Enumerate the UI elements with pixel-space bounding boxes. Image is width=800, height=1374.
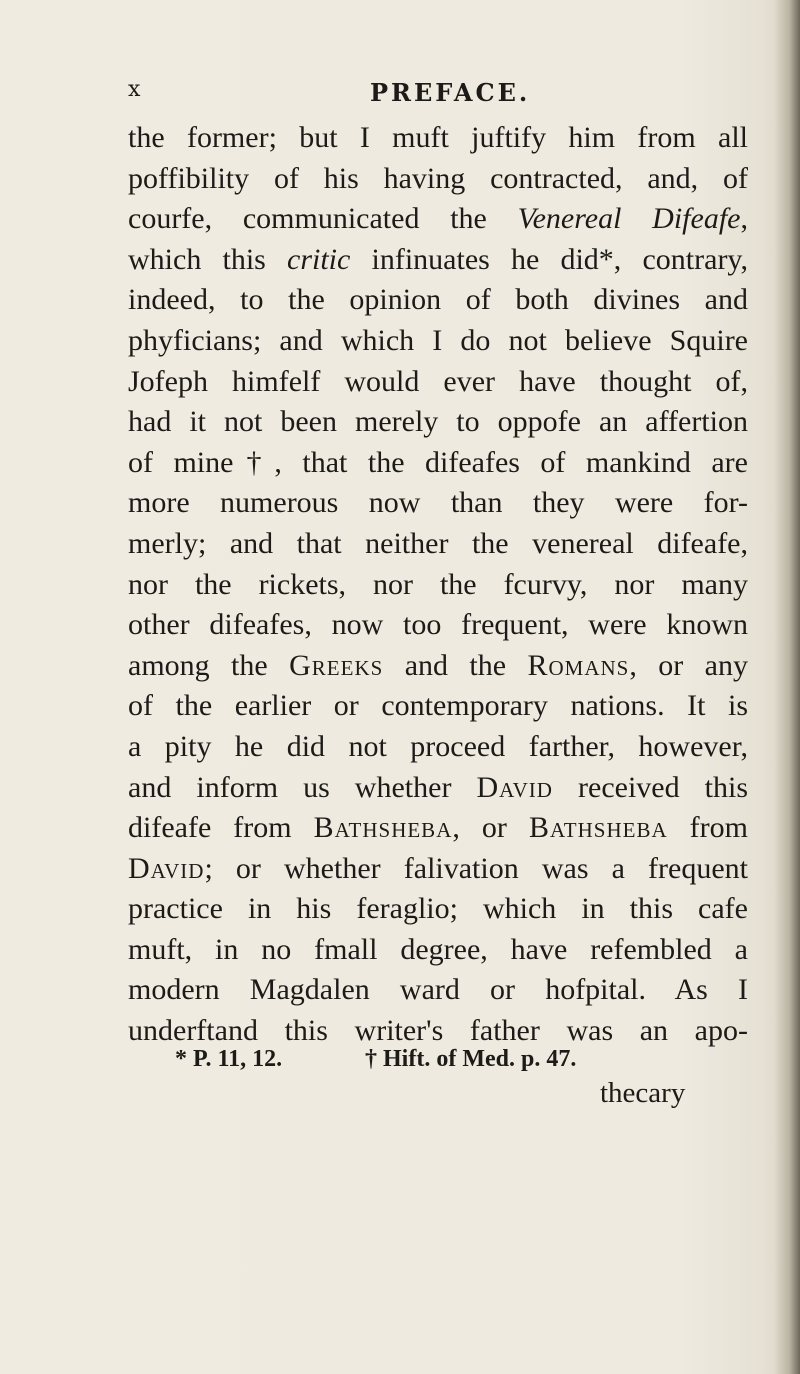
catchword: thecary [600, 1077, 686, 1109]
footnote-dagger: † Hift. of Med. p. 47. [365, 1046, 577, 1072]
italic-run: Venereal Difeafe [517, 202, 741, 236]
text-line [128, 443, 748, 484]
text-line [128, 362, 748, 403]
text-run: more numerous now than they were for- [128, 486, 748, 520]
text-run: from [667, 811, 748, 845]
text-run: ; or whether falivation was a frequent [204, 851, 748, 885]
text-line [128, 483, 748, 524]
text-run: underftand this writer's father was an apo- [128, 1014, 748, 1048]
text-run: and the [383, 648, 528, 682]
text-run: practice in his feraglio; which in this cafe [128, 892, 748, 926]
text-run: of the earlier or contemporary nations. It is [128, 689, 748, 723]
text-run: a pity he did not proceed farther, however, [128, 729, 748, 763]
text-line [128, 727, 748, 768]
text-line [128, 768, 748, 809]
text-line [128, 280, 748, 321]
page-number: x [128, 77, 142, 102]
text-run: of mine†, that the difeafes of mankind are [128, 445, 748, 479]
text-run: phyficians; and which I do not believe Squire [128, 323, 748, 357]
text-run: which this [128, 242, 288, 276]
text-run: muft, in no fmall degree, have refembled a [128, 932, 748, 966]
text-run: infinuates he did*, contrary, [350, 242, 748, 276]
text-run: had it not been merely to oppofe an affertion [128, 405, 748, 439]
text-run: among the [128, 648, 290, 682]
text-line [128, 321, 748, 362]
text-line [128, 565, 748, 606]
small-caps-run: Greeks [289, 648, 384, 682]
text-line [128, 889, 748, 930]
page-edge-shadow [774, 0, 800, 1374]
text-run: received this [552, 770, 748, 804]
text-line [128, 605, 748, 646]
text-run: , [740, 202, 748, 236]
text-line [128, 159, 748, 200]
text-line [128, 240, 748, 281]
small-caps-run: Bathsheba [313, 811, 453, 845]
text-run: other difeafes, now too frequent, were known [128, 608, 748, 642]
small-caps-run: David [128, 851, 205, 885]
text-line [128, 686, 748, 727]
text-run: , or any [629, 648, 748, 682]
text-line [128, 646, 748, 687]
text-run: Jofeph himfelf would ever have thought of, [128, 364, 748, 398]
text-run: courfe, communicated the [128, 202, 518, 236]
text-run: and inform us whether [128, 770, 477, 804]
text-line [128, 402, 748, 443]
small-caps-run: Romans [527, 648, 630, 682]
italic-run: critic [287, 242, 351, 276]
text-run: modern Magdalen ward or hofpital. As I [128, 973, 748, 1007]
text-line [128, 524, 748, 565]
small-caps-run: David [476, 770, 553, 804]
text-line [128, 970, 748, 1011]
text-line [128, 808, 748, 849]
text-line [128, 849, 748, 890]
text-run: difeafe from [128, 811, 314, 845]
running-head: PREFACE. [370, 78, 531, 107]
text-run: the former; but I muft juftify him from all [128, 121, 748, 154]
text-run: , or [452, 811, 529, 845]
text-run: indeed, to the opinion of both divines and [128, 283, 748, 317]
text-run: poffibility of his having contracted, and, of [128, 161, 748, 195]
text-line [128, 199, 748, 240]
footnote-star: * P. 11, 12. [175, 1046, 283, 1072]
text-line [128, 930, 748, 971]
body-text [128, 118, 748, 1052]
text-run: nor the rickets, nor the fcurvy, nor many [128, 567, 748, 601]
text-line [128, 118, 748, 159]
small-caps-run: Bathsheba [528, 811, 668, 845]
text-run: merly; and that neither the venereal difeafe, [128, 526, 748, 560]
